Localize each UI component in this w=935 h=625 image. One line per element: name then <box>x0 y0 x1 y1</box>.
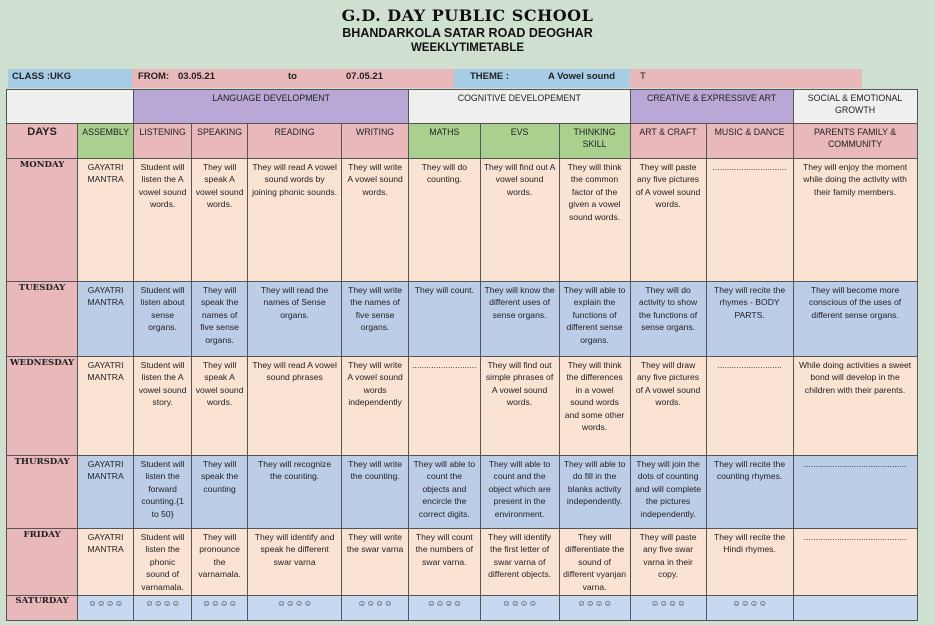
cell: They will write the names of five sense organs. <box>342 282 409 357</box>
cell: They will paste any five pictures of A vowel sound words. <box>630 159 706 282</box>
row-tuesday <box>7 282 918 357</box>
cell: ☺☺☺☺ <box>409 596 480 621</box>
cell: They will speak A vowel sound words. <box>192 159 248 282</box>
cell: They will read the names of Sense organs. <box>248 282 342 357</box>
cell: ........................... <box>409 357 480 456</box>
cell: ☺☺☺☺ <box>78 596 134 621</box>
day-label: WEDNESDAY <box>7 357 78 456</box>
cell: GAYATRI MANTRA <box>78 456 134 529</box>
col-parents: PARENTS FAMILY & COMMUNITY <box>793 124 917 159</box>
cell: They will able to do fill in the blanks activity independently. <box>559 456 630 529</box>
col-reading: READING <box>248 124 342 159</box>
cell: They will write A vowel sound words independently <box>342 357 409 456</box>
cell: They will do activity to show the functions of sense organs. <box>630 282 706 357</box>
col-writing: WRITING <box>342 124 409 159</box>
day-label: TUESDAY <box>7 282 78 357</box>
cell: They will identify the first letter of swar varna of different objects. <box>480 529 559 596</box>
cell: They will think the differences in a vowel sound words and some other words. <box>559 357 630 456</box>
cell: They will speak A vowel sound words. <box>192 357 248 456</box>
col-evs: EVS <box>480 124 559 159</box>
cell: They will recognize the counting. <box>248 456 342 529</box>
cell: They will find out simple phrases of A vowel sound words. <box>480 357 559 456</box>
theme-label: THEME : <box>470 71 510 82</box>
cell: GAYATRI MANTRA <box>78 529 134 596</box>
cell: ☺☺☺☺ <box>480 596 559 621</box>
cell: They will become more conscious of the uses of different sense organs. <box>793 282 917 357</box>
class-label: CLASS :UKG <box>8 69 132 88</box>
cell <box>793 596 917 621</box>
cell: They will differentiate the sound of different vyanjan varna. <box>559 529 630 596</box>
cell: They will recite the rhymes - BODY PARTS. <box>706 282 793 357</box>
category-row <box>7 90 918 124</box>
cell: ........................................... <box>793 456 917 529</box>
cell: ☺☺☺☺ <box>559 596 630 621</box>
category-creative: CREATIVE & EXPRESSIVE ART <box>630 90 793 124</box>
cell: While doing activities a sweet bond will develop in the children with their parents. <box>793 357 917 456</box>
cell: They will able to explain the functions of different sense organs. <box>559 282 630 357</box>
category-cognitive: COGNITIVE DEVELOPEMENT <box>409 90 630 124</box>
category-social: SOCIAL & EMOTIONAL GROWTH <box>793 90 917 124</box>
cell: ☺☺☺☺ <box>630 596 706 621</box>
category-language: LANGUAGE DEVELOPMENT <box>134 90 409 124</box>
col-speaking: SPEAKING <box>192 124 248 159</box>
cell: They will enjoy the moment while doing the activity with their family members. <box>793 159 917 282</box>
cell: They will speak the counting <box>192 456 248 529</box>
col-days: DAYS <box>7 124 78 159</box>
day-label: THURSDAY <box>7 456 78 529</box>
row-thursday <box>7 456 918 529</box>
school-address: BHANDARKOLA SATAR ROAD DEOGHAR <box>342 26 593 40</box>
col-assembly: ASSEMBLY <box>78 124 134 159</box>
cell: They will count. <box>409 282 480 357</box>
cell: They will able to count and the object which are present in the environment. <box>480 456 559 529</box>
row-saturday <box>7 596 918 621</box>
cell: They will paste any five swar varna in their copy. <box>630 529 706 596</box>
to-label: to <box>288 71 297 82</box>
cell: They will do counting. <box>409 159 480 282</box>
cell: They will count the numbers of swar varna. <box>409 529 480 596</box>
cell: ☺☺☺☺ <box>248 596 342 621</box>
cell: They will speak the names of five sense organs. <box>192 282 248 357</box>
cell: ☺☺☺☺ <box>134 596 192 621</box>
cell: Student will listen the A vowel sound words. <box>134 159 192 282</box>
blank-header <box>7 90 134 124</box>
cell: They will recite the counting rhymes. <box>706 456 793 529</box>
col-music: MUSIC & DANCE <box>706 124 793 159</box>
column-header-row <box>7 124 918 159</box>
cell: GAYATRI MANTRA <box>78 282 134 357</box>
cell: ☺☺☺☺ <box>706 596 793 621</box>
day-label: SATURDAY <box>7 596 78 621</box>
cell: They will write A vowel sound words. <box>342 159 409 282</box>
cell: They will know the different uses of sense organs. <box>480 282 559 357</box>
date-range <box>132 69 454 88</box>
cell: GAYATRI MANTRA <box>78 159 134 282</box>
cell: They will recite the Hindi rhymes. <box>706 529 793 596</box>
cell: They will able to count the objects and encircle the correct digits. <box>409 456 480 529</box>
row-friday <box>7 529 918 596</box>
cell: ☺☺☺☺ <box>342 596 409 621</box>
cell: They will read A vowel sound phrases <box>248 357 342 456</box>
timetable-grid <box>6 89 918 621</box>
day-label: FRIDAY <box>7 529 78 596</box>
col-listening: LISTENING <box>134 124 192 159</box>
cell: ........................... <box>706 357 793 456</box>
cell: Student will listen about sense organs. <box>134 282 192 357</box>
row-monday <box>7 159 918 282</box>
cell: They will write the counting. <box>342 456 409 529</box>
theme-box <box>454 69 630 88</box>
cell: ............................... <box>706 159 793 282</box>
cell: They will join the dots of counting and will complete the pictures independently. <box>630 456 706 529</box>
cell: They will read A vowel sound words by joining phonic sounds. <box>248 159 342 282</box>
col-maths: MATHS <box>409 124 480 159</box>
to-date: 07.05.21 <box>346 71 383 82</box>
theme-value: A Vowel sound <box>548 71 616 82</box>
from-label: FROM: <box>138 71 170 82</box>
cell: Student will listen the A vowel sound story. <box>134 357 192 456</box>
cell: They will pronounce the varnamala. <box>192 529 248 596</box>
from-date: 03.05.21 <box>178 71 215 82</box>
cell: ☺☺☺☺ <box>192 596 248 621</box>
cell: They will think the common factor of the given a vowel sound words. <box>559 159 630 282</box>
cell: Student will listen the phonic sound of varnamala. <box>134 529 192 596</box>
col-thinking: THINKING SKILL <box>559 124 630 159</box>
cell: ........................................... <box>793 529 917 596</box>
col-art: ART & CRAFT <box>630 124 706 159</box>
cell: GAYATRI MANTRA <box>78 357 134 456</box>
cell: They will find out A vowel sound words. <box>480 159 559 282</box>
row-wednesday <box>7 357 918 456</box>
cell: Student will listen the forward counting.{1 to 50} <box>134 456 192 529</box>
day-label: MONDAY <box>7 159 78 282</box>
school-name: G.D. DAY PUBLIC SCHOOL <box>341 6 594 25</box>
cell: They will identify and speak he different swar varna <box>248 529 342 596</box>
timetable-title: WEEKLYTIMETABLE <box>410 42 525 54</box>
extra-field: T <box>630 69 862 88</box>
cell: They will draw any five pictures of A vowel sound words. <box>630 357 706 456</box>
cell: They will write the swar varna <box>342 529 409 596</box>
